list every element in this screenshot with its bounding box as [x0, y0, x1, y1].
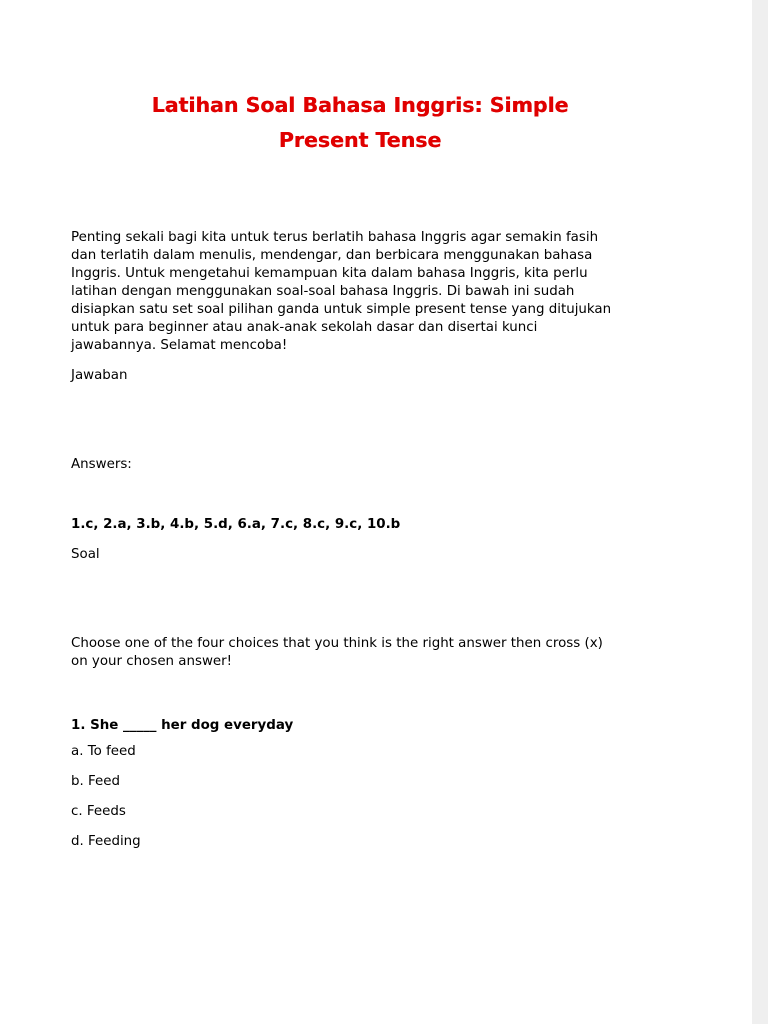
intro-paragraph — [71, 229, 671, 355]
instruction-paragraph — [71, 635, 603, 671]
viewer-right-gutter — [752, 0, 768, 1024]
document-title — [60, 88, 660, 158]
intro-line: Penting sekali bagi kita untuk terus berlatih bahasa Inggris agar semakin fasih — [71, 230, 599, 245]
question-1: 1. She _____ her dog everyday — [71, 718, 294, 733]
question-1-option-c: c. Feeds — [71, 804, 126, 819]
intro-line: Inggris. Untuk mengetahui kemampuan kita dalam bahasa Inggris, kita perlu — [71, 266, 588, 281]
instruction-line: on your chosen answer! — [71, 654, 233, 669]
intro-line: jawabannya. Selamat mencoba! — [71, 338, 288, 353]
question-1-option-b: b. Feed — [71, 774, 120, 789]
answer-key: 1.c, 2.a, 3.b, 4.b, 5.d, 6.a, 7.c, 8.c, 9.c, 10.b — [71, 517, 401, 532]
intro-line: disiapkan satu set soal pilihan ganda untuk simple present tense yang ditujukan — [71, 302, 612, 317]
instruction-line: Choose one of the four choices that you think is the right answer then cross (x) — [71, 636, 603, 651]
question-1-option-d: d. Feeding — [71, 834, 141, 849]
intro-line: latihan dengan menggunakan soal-soal bahasa Inggris. Di bawah ini sudah — [71, 284, 575, 299]
answers-label: Answers: — [71, 457, 132, 472]
jawaban-label: Jawaban — [71, 368, 128, 383]
intro-line: untuk para beginner atau anak-anak sekolah dasar dan disertai kunci — [71, 320, 538, 335]
question-1-option-a: a. To feed — [71, 744, 136, 759]
title-line-1: Latihan Soal Bahasa Inggris: Simple — [151, 93, 569, 117]
intro-line: dan terlatih dalam menulis, mendengar, dan berbicara menggunakan bahasa — [71, 248, 593, 263]
soal-label: Soal — [71, 547, 100, 562]
title-line-2: Present Tense — [278, 128, 442, 152]
